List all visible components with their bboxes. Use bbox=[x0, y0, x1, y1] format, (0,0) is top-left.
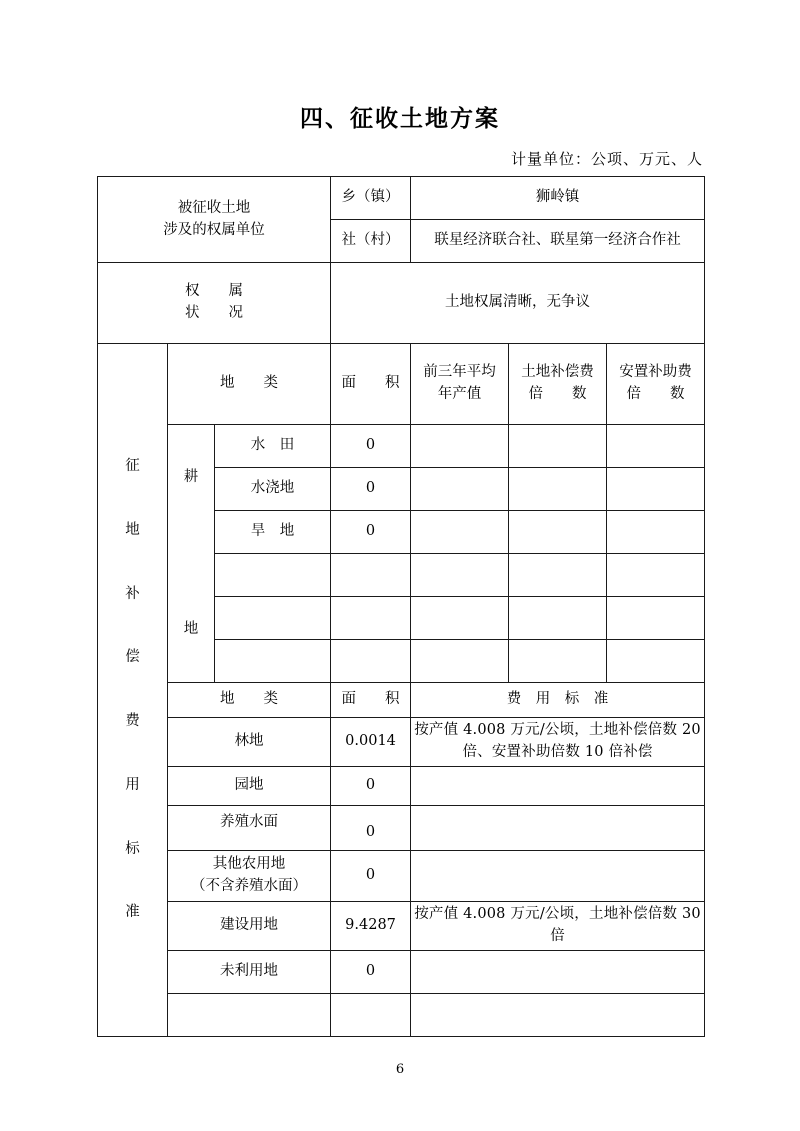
land-type-avg-output bbox=[411, 640, 509, 683]
side-label-char-4: 费 bbox=[125, 713, 140, 729]
fee-land-type-name-line1: 其他农用地 bbox=[212, 856, 286, 873]
fee-land-type-area: 0.0014 bbox=[331, 718, 411, 767]
fee-land-type-standard bbox=[411, 994, 705, 1037]
header-fee-standard: 费 用 标 准 bbox=[411, 683, 705, 718]
fee-land-type-name: 林地 bbox=[168, 718, 331, 767]
table-row-construction-land bbox=[98, 902, 705, 951]
fee-land-type-name bbox=[168, 994, 331, 1037]
land-type-land-comp bbox=[509, 554, 607, 597]
fee-land-type-standard bbox=[411, 951, 705, 994]
side-label-char-7: 准 bbox=[125, 904, 140, 921]
land-type-name bbox=[215, 597, 331, 640]
land-type-area: 0 bbox=[331, 425, 411, 468]
ownership-status-label bbox=[98, 263, 331, 344]
ownership-status-label-line1: 权 属 bbox=[185, 283, 244, 300]
affected-land-unit-label bbox=[98, 177, 331, 263]
side-label-char-2: 补 bbox=[125, 585, 140, 602]
table-row-unused-land bbox=[98, 951, 705, 994]
header-avg-annual-output-line2: 年产值 bbox=[437, 386, 482, 402]
fee-land-type-standard: 按产值 4.008 万元/公顷，土地补偿倍数 20 倍、安置补助倍数 10 倍补偿 bbox=[411, 718, 705, 767]
header-resettlement-line1: 安置补助费 bbox=[619, 364, 692, 381]
fee-land-type-standard bbox=[411, 851, 705, 902]
header-avg-annual-output-line1: 前三年平均 bbox=[423, 364, 496, 381]
land-type-resettle bbox=[607, 640, 705, 683]
fee-land-type-area: 0 bbox=[331, 851, 411, 902]
land-type-resettle bbox=[607, 597, 705, 640]
table-row-township bbox=[98, 177, 705, 220]
fee-land-type-name: 建设用地 bbox=[168, 902, 331, 951]
fee-land-type-area: 9.4287 bbox=[331, 902, 411, 951]
fee-land-type-name bbox=[168, 851, 331, 902]
land-type-resettle bbox=[607, 554, 705, 597]
fee-land-type-name-line2: （不含养殖水面） bbox=[191, 878, 308, 894]
table-row-ownership-status bbox=[98, 263, 705, 344]
land-type-area: 0 bbox=[331, 468, 411, 511]
land-type-land-comp bbox=[509, 597, 607, 640]
fee-land-type-area: 0 bbox=[331, 951, 411, 994]
land-type-resettle bbox=[607, 425, 705, 468]
fee-land-type-standard bbox=[411, 767, 705, 806]
cultivated-land-group-label bbox=[168, 425, 215, 683]
land-type-land-comp bbox=[509, 640, 607, 683]
village-label: 社（村） bbox=[331, 220, 411, 263]
header-land-type-2: 地 类 bbox=[168, 683, 331, 718]
cultivated-label-top: 耕 bbox=[183, 468, 199, 485]
fee-land-type-name: 未利用地 bbox=[168, 951, 331, 994]
affected-land-unit-label-line1: 被征收土地 bbox=[177, 199, 251, 216]
header-land-compensation-line1: 土地补偿费 bbox=[521, 364, 594, 381]
land-acquisition-table bbox=[97, 176, 705, 1037]
cultivated-label-bottom: 地 bbox=[183, 620, 199, 637]
land-type-name bbox=[215, 640, 331, 683]
page-title: 四、征收土地方案 bbox=[300, 105, 500, 132]
page-number: 6 bbox=[395, 1062, 405, 1077]
land-type-area bbox=[331, 640, 411, 683]
ownership-status-value: 土地权属清晰，无争议 bbox=[331, 263, 705, 344]
land-type-area: 0 bbox=[331, 511, 411, 554]
table-header-row-fee-standard bbox=[98, 683, 705, 718]
table-header-row-compensation bbox=[98, 344, 705, 425]
land-type-avg-output bbox=[411, 511, 509, 554]
land-type-land-comp bbox=[509, 425, 607, 468]
land-type-name: 水浇地 bbox=[215, 468, 331, 511]
land-type-land-comp bbox=[509, 511, 607, 554]
table-row-garden-land bbox=[98, 767, 705, 806]
side-label-char-0: 征 bbox=[125, 458, 140, 474]
side-label-compensation-standard bbox=[98, 344, 168, 1037]
side-label-char-3: 偿 bbox=[125, 649, 140, 666]
fee-land-type-area: 0 bbox=[331, 767, 411, 806]
land-type-name bbox=[215, 554, 331, 597]
affected-land-unit-label-line2: 涉及的权属单位 bbox=[163, 221, 265, 238]
land-type-avg-output bbox=[411, 554, 509, 597]
fee-land-type-standard: 按产值 4.008 万元/公顷，土地补偿倍数 30 倍 bbox=[411, 902, 705, 951]
township-label: 乡（镇） bbox=[331, 177, 411, 220]
header-resettlement-subsidy-multiple bbox=[607, 344, 705, 425]
measurement-unit-note: 计量单位：公项、万元、人 bbox=[510, 150, 703, 168]
land-type-area bbox=[331, 597, 411, 640]
land-type-name: 旱 地 bbox=[215, 511, 331, 554]
land-type-land-comp bbox=[509, 468, 607, 511]
land-type-avg-output bbox=[411, 597, 509, 640]
land-type-resettle bbox=[607, 468, 705, 511]
land-type-avg-output bbox=[411, 425, 509, 468]
fee-land-type-name: 养殖水面 bbox=[168, 806, 331, 851]
table-row-aquaculture-water bbox=[98, 806, 705, 851]
land-type-resettle bbox=[607, 511, 705, 554]
ownership-status-label-line2: 状 况 bbox=[185, 305, 244, 321]
fee-land-type-name: 园地 bbox=[168, 767, 331, 806]
header-resettlement-line2: 倍 数 bbox=[626, 386, 685, 402]
fee-land-type-standard bbox=[411, 806, 705, 851]
table-row-forest-land bbox=[98, 718, 705, 767]
header-avg-annual-output bbox=[411, 344, 509, 425]
header-area-2: 面 积 bbox=[331, 683, 411, 718]
header-land-compensation-line2: 倍 数 bbox=[528, 386, 587, 402]
land-type-avg-output bbox=[411, 468, 509, 511]
table-row-other-agricultural-land bbox=[98, 851, 705, 902]
header-area-1: 面 积 bbox=[331, 344, 411, 425]
table-row-empty bbox=[98, 994, 705, 1037]
side-label-char-5: 用 bbox=[125, 776, 140, 793]
village-value: 联星经济联合社、联星第一经济合作社 bbox=[411, 220, 705, 263]
side-label-char-6: 标 bbox=[125, 840, 140, 857]
land-type-area bbox=[331, 554, 411, 597]
table-row-paddy-field bbox=[98, 425, 705, 468]
side-label-char-1: 地 bbox=[125, 521, 140, 538]
header-land-compensation-multiple bbox=[509, 344, 607, 425]
township-value: 狮岭镇 bbox=[411, 177, 705, 220]
fee-land-type-area bbox=[331, 994, 411, 1037]
header-land-type-1: 地 类 bbox=[168, 344, 331, 425]
fee-land-type-area: 0 bbox=[331, 806, 411, 851]
land-type-name: 水 田 bbox=[215, 425, 331, 468]
